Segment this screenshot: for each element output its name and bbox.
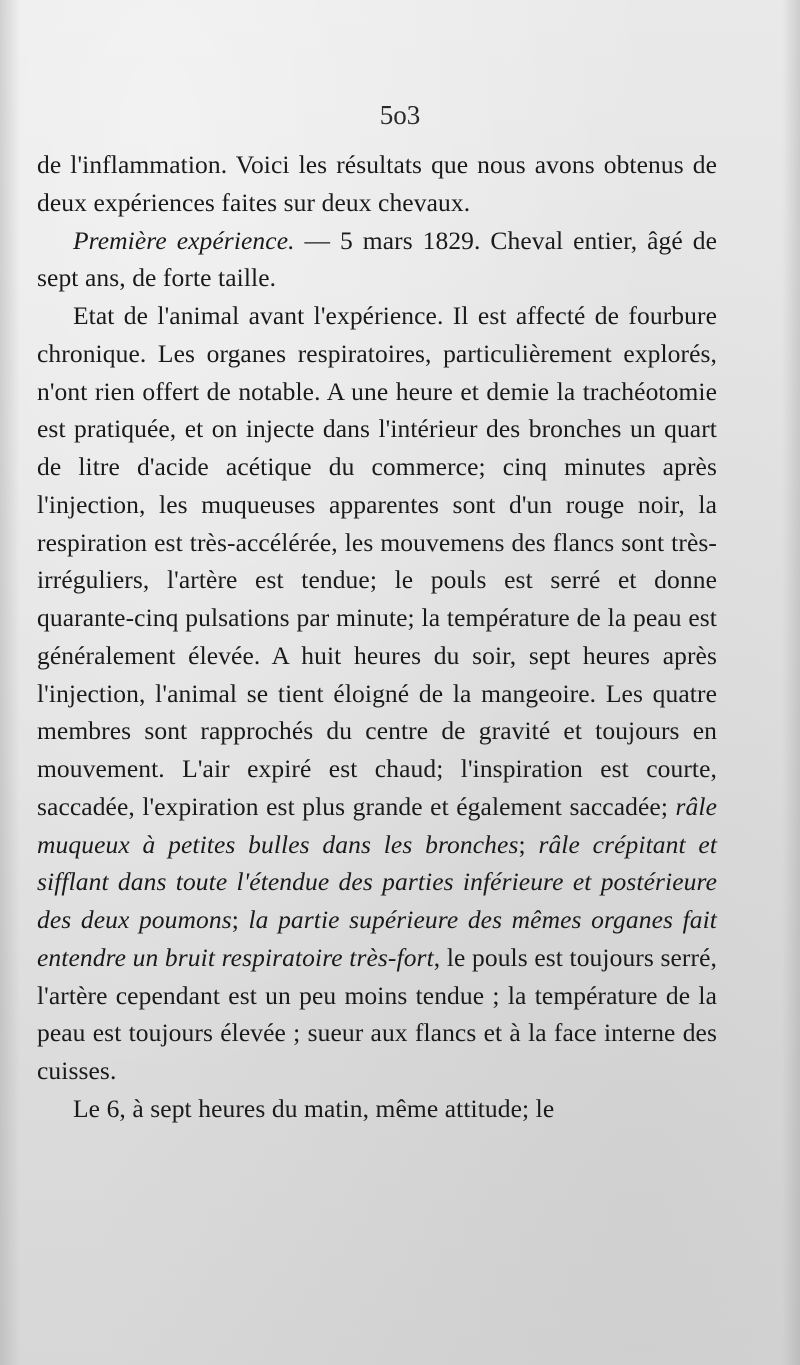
experiment-heading: Première expérience. xyxy=(73,225,295,255)
paragraph-experiment-title xyxy=(37,222,717,298)
observation-separator-2: ; xyxy=(231,905,249,934)
body-text xyxy=(37,146,717,1128)
next-day-text: Le 6, à sept heures du matin, même attitude; le xyxy=(73,1093,555,1123)
observation-conclusion: , le pouls est toujours serré, l'artère cependant est un peu moins tendue ; la température de la peau est toujours élevée ; sueur aux flancs et à la face interne des cuisses. xyxy=(37,942,717,1085)
paragraph-observations xyxy=(37,297,717,1090)
page-number: 5o3 xyxy=(379,100,421,130)
observation-italic-1: râle muqueux à petites bulles dans les bronches xyxy=(37,791,717,859)
observation-text: Etat de l'animal avant l'expérience. Il est affecté de fourbure chronique. Les organes respiratoires, particulièrement explorés, n'ont rien offert de notable. A une heure et demie la trachéotomie est pratiquée, et on injecte dans l'intérieur des bronches un quart de litre d'acide acétique du commerce; cinq minutes après l'injection, les muqueuses apparentes sont d'un rouge noir, la respiration est très-accélérée, les mouvemens des flancs sont très-irréguliers, l'artère est tendue; le pouls est serré et donne quarante-cinq pulsations par minute; la température de la peau est généralement élevée. A huit heures du soir, sept heures après l'injection, l'animal se tient éloigné de la mangeoire. Les quatre membres sont rapprochés du centre de gravité et toujours en mouvement. L'air expiré est chaud; l'inspiration est courte, saccadée, l'expiration est plus grande et également saccadée; xyxy=(37,301,717,821)
experiment-details: — 5 mars 1829. Cheval entier, âgé de sept ans, de forte taille. xyxy=(37,225,718,293)
paragraph-text: de l'inflammation. Voici les résultats que nous avons obtenus de deux expériences faites sur deux chevaux. xyxy=(37,150,717,217)
paragraph-next-day xyxy=(37,1090,717,1128)
paragraph-intro xyxy=(37,146,717,222)
observation-separator-1: ; xyxy=(518,829,539,859)
observation-italic-2: râle crépitant et sifflant dans toute l'étendue des parties inférieure et postérieure des deux poumons xyxy=(37,829,718,934)
observation-italic-3: la partie supérieure des mêmes organes fait entendre un bruit respiratoire très-fort xyxy=(37,905,717,972)
